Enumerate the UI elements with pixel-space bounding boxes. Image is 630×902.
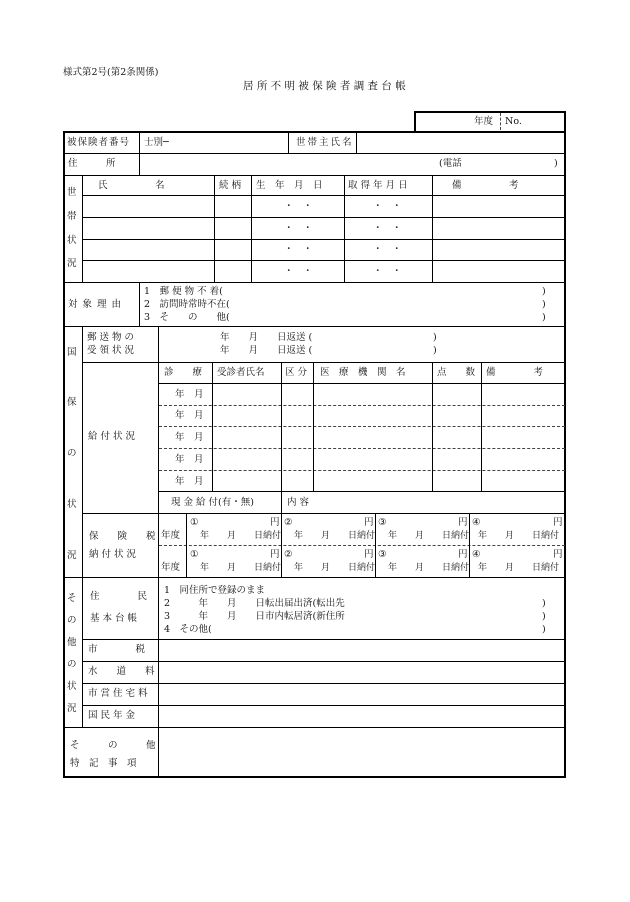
reason-close: ) bbox=[542, 312, 546, 323]
installment-2: ② bbox=[284, 549, 293, 560]
other-side-2: の bbox=[67, 615, 77, 626]
nendo-label: 年度 bbox=[474, 116, 494, 127]
col-remarks: 備 考 bbox=[452, 180, 519, 191]
resident-item-2: 2 年 月 日転出届出済(転出先 bbox=[164, 598, 345, 609]
paid-date: 年 月 日納付 bbox=[478, 531, 560, 541]
yen-label: 円 bbox=[270, 517, 280, 528]
benefit-year-month: 年 月 bbox=[175, 410, 204, 421]
benefit-year-month: 年 月 bbox=[175, 432, 204, 443]
insured-number-label: 被保険者番号 bbox=[67, 137, 131, 148]
installment-3: ③ bbox=[378, 549, 387, 560]
installment-1: ① bbox=[190, 517, 199, 528]
no-label: No. bbox=[505, 116, 522, 127]
benefit-label: 給 付 状 況 bbox=[88, 431, 136, 442]
tax-label-2: 納 付 状 況 bbox=[89, 549, 137, 560]
phone-label: (電話 bbox=[439, 158, 462, 169]
other-side-3: 他 bbox=[67, 637, 77, 648]
benefit-col-category: 区 分 bbox=[285, 367, 308, 378]
resident-item-3: 3 年 月 日市内転居済(新住所 bbox=[164, 611, 345, 622]
mail-label-1: 郵 送 物 の bbox=[87, 332, 135, 343]
acquired-dots: ・ ・ bbox=[373, 266, 402, 277]
benefit-col-points: 点 数 bbox=[437, 367, 476, 378]
other-side-5: 状 bbox=[67, 681, 77, 692]
reason-close: ) bbox=[542, 286, 546, 297]
water-label: 水 道 料 bbox=[88, 666, 155, 677]
paid-date: 年 月 日納付 bbox=[388, 563, 470, 573]
tax-nendo: 年度 bbox=[161, 562, 181, 573]
content-label: 内 容 bbox=[287, 497, 310, 508]
kokuho-side-4: 状 bbox=[67, 499, 77, 510]
paid-date: 年 月 日納付 bbox=[478, 563, 560, 573]
pension-label: 国 民 年 金 bbox=[88, 710, 136, 721]
other-side-1: そ bbox=[67, 593, 77, 604]
housing-label: 市 営 住 宅 料 bbox=[88, 688, 148, 699]
resident-close: ) bbox=[542, 611, 546, 622]
household-side-4: 況 bbox=[67, 258, 77, 269]
reason-item-2: 2 訪問時常時不在( bbox=[144, 299, 230, 310]
kokuho-side-2: 保 bbox=[67, 397, 77, 408]
yen-label: 円 bbox=[458, 549, 468, 560]
acquired-dots: ・ ・ bbox=[373, 223, 402, 234]
col-relation: 続 柄 bbox=[219, 180, 242, 191]
col-birth: 生 年 月 日 bbox=[256, 180, 323, 191]
household-side-2: 帯 bbox=[67, 211, 77, 222]
acquired-dots: ・ ・ bbox=[373, 201, 402, 212]
col-acquired: 取 得 年 月 日 bbox=[348, 180, 408, 191]
other-side-6: 況 bbox=[67, 703, 77, 714]
benefit-col-remarks: 備 考 bbox=[486, 367, 544, 378]
resident-label-2: 基 本 台 帳 bbox=[90, 613, 138, 624]
yen-label: 円 bbox=[458, 517, 468, 528]
other-side-4: の bbox=[67, 659, 77, 670]
installment-3: ③ bbox=[378, 517, 387, 528]
tax-label-1: 保 険 税 bbox=[89, 531, 156, 542]
paid-date: 年 月 日納付 bbox=[294, 531, 376, 541]
paid-date: 年 月 日納付 bbox=[294, 563, 376, 573]
mail-return-2: 年 月 日返送 ( bbox=[220, 345, 313, 356]
benefit-col-treatment: 診 療 bbox=[164, 367, 203, 378]
mail-close: ) bbox=[433, 332, 437, 343]
phone-close: ) bbox=[554, 158, 558, 169]
birth-dots: ・ ・ bbox=[284, 266, 313, 277]
kokuho-side-5: 況 bbox=[67, 550, 77, 561]
yen-label: 円 bbox=[364, 517, 374, 528]
address-label: 住 所 bbox=[68, 158, 116, 169]
resident-close: ) bbox=[542, 624, 546, 635]
kokuho-side-3: の bbox=[67, 448, 77, 459]
mail-label-2: 受 領 状 況 bbox=[87, 345, 135, 356]
paid-date: 年 月 日納付 bbox=[200, 531, 282, 541]
installment-2: ② bbox=[284, 517, 293, 528]
resident-close: ) bbox=[542, 598, 546, 609]
paid-date: 年 月 日納付 bbox=[200, 563, 282, 573]
yen-label: 円 bbox=[364, 549, 374, 560]
form-number: 様式第2号(第2条関係) bbox=[63, 67, 159, 78]
yen-label: 円 bbox=[553, 549, 563, 560]
reason-item-3: 3 そ の 他( bbox=[144, 312, 230, 323]
col-name: 氏 名 bbox=[98, 180, 165, 191]
head-name-label: 世帯主氏名 bbox=[296, 137, 354, 148]
special-label-2: 特 記 事 項 bbox=[70, 758, 137, 769]
household-side-3: 状 bbox=[67, 235, 77, 246]
reason-label: 対 象 理 由 bbox=[68, 299, 123, 310]
tax-nendo: 年度 bbox=[161, 530, 181, 541]
benefit-year-month: 年 月 bbox=[175, 454, 204, 465]
installment-4: ④ bbox=[472, 549, 481, 560]
mail-close: ) bbox=[433, 345, 437, 356]
installment-1: ① bbox=[190, 549, 199, 560]
reason-item-1: 1 郵 便 物 不 着( bbox=[144, 286, 223, 297]
kokuho-side-1: 国 bbox=[67, 347, 77, 358]
benefit-year-month: 年 月 bbox=[175, 389, 204, 400]
yen-label: 円 bbox=[553, 517, 563, 528]
benefit-year-month: 年 月 bbox=[175, 476, 204, 487]
installment-4: ④ bbox=[472, 517, 481, 528]
reason-close: ) bbox=[542, 299, 546, 310]
birth-dots: ・ ・ bbox=[284, 201, 313, 212]
page-title: 居 所 不 明 被 保 険 者 調 査 台 帳 bbox=[243, 80, 406, 92]
acquired-dots: ・ ・ bbox=[373, 244, 402, 255]
insured-number-value[interactable]: 士別─ bbox=[144, 137, 169, 148]
yen-label: 円 bbox=[270, 549, 280, 560]
resident-label-1: 住 民 bbox=[90, 591, 148, 602]
paid-date: 年 月 日納付 bbox=[388, 531, 470, 541]
city-tax-label: 市 税 bbox=[88, 644, 146, 655]
special-label-1: そ の 他 bbox=[70, 740, 156, 751]
mail-return-1: 年 月 日返送 ( bbox=[220, 332, 313, 343]
household-side-1: 世 bbox=[67, 187, 77, 198]
cash-benefit: 現 金 給 付(有・無) bbox=[171, 497, 254, 508]
birth-dots: ・ ・ bbox=[284, 244, 313, 255]
benefit-col-institution: 医 療 機 関 名 bbox=[320, 367, 406, 378]
resident-item-4: 4 その他( bbox=[164, 624, 212, 635]
resident-item-1: 1 同住所で登録のまま bbox=[164, 585, 266, 596]
birth-dots: ・ ・ bbox=[284, 223, 313, 234]
benefit-col-patient: 受診者氏名 bbox=[217, 367, 265, 378]
